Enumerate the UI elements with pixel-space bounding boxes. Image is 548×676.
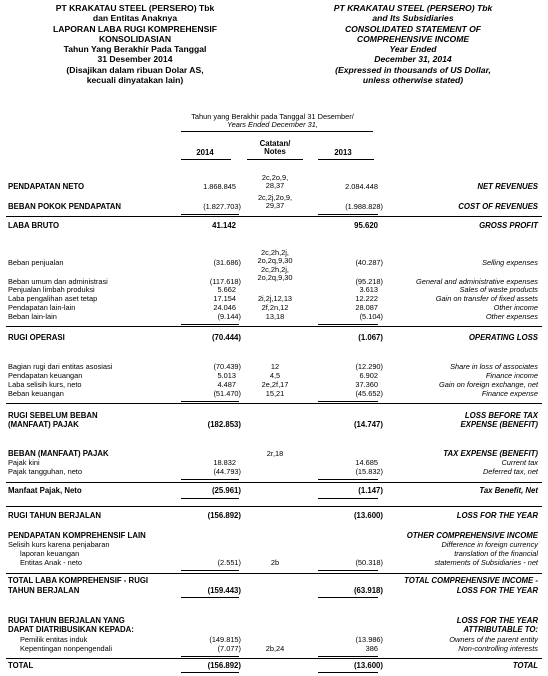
- row-owners-parent-en: Owners of the parent entity: [449, 635, 538, 644]
- row-other-expenses-2014: (9.144): [217, 312, 241, 321]
- row-loss-before-tax-id-1: RUGI SEBELUM BEBAN: [8, 411, 98, 420]
- period-en-2: December 31, 2014: [374, 54, 452, 65]
- row-translation-id-3: Entitas Anak - neto: [20, 558, 83, 567]
- row-loss-before-tax-2014: (182.853): [207, 420, 241, 429]
- row-operating-loss-2013: (1.067): [358, 333, 383, 342]
- row-share-loss-id: Bagian rugi dari entitas asosiasi: [8, 362, 113, 371]
- row-selling-expenses-notes-2: 2o,2q,9,30: [257, 256, 293, 265]
- col-2013: 2013: [334, 148, 352, 157]
- col-notes-2: Notes: [264, 147, 286, 156]
- row-total-ci-en-1: TOTAL COMPREHENSIVE INCOME -: [404, 576, 538, 585]
- row-oci-id: PENDAPATAN KOMPREHENSIF LAIN: [8, 531, 146, 540]
- row-total-2014: (156.892): [207, 661, 241, 670]
- row-selling-expenses-notes-1: 2c,2h,2j,: [261, 248, 289, 257]
- row-translation-en-2: translation of the financial: [454, 549, 538, 558]
- row-nci-id: Kepentingan nonpengendali: [20, 644, 113, 653]
- separator-loss-year: [6, 506, 542, 507]
- row-finance-income-id: Pendapatan keuangan: [8, 371, 83, 380]
- row-finance-expense-notes: 15,21: [265, 389, 285, 398]
- row-tax-expense-en: TAX EXPENSE (BENEFIT): [443, 449, 538, 458]
- row-owners-parent-2013: (13.986): [355, 635, 383, 644]
- row-cost-of-revenues-notes-2: 29,37: [265, 201, 285, 210]
- row-owners-parent-id: Pemilik entitas induk: [20, 635, 88, 644]
- row-asset-transfer-en: Gain on transfer of fixed assets: [435, 294, 538, 303]
- row-tax-benefit-id: Manfaat Pajak, Neto: [8, 486, 82, 495]
- row-current-tax-id: Pajak kini: [8, 458, 40, 467]
- row-other-income-notes: 2f,2n,12: [261, 303, 289, 312]
- row-total-ci-en-2: LOSS FOR THE YEAR: [456, 586, 538, 595]
- row-other-income-2014: 24.046: [213, 303, 236, 312]
- row-ga-expenses-notes-1: 2c,2h,2j,: [261, 265, 289, 274]
- company-name-en: PT KRAKATAU STEEL (PERSERO) Tbk: [333, 3, 493, 13]
- row-nci-en: Non-controlling interests: [458, 644, 538, 653]
- row-translation-2014: (2.551): [217, 558, 241, 567]
- row-total-2013: (13.600): [353, 661, 383, 670]
- row-net-revenues-notes-2: 28,37: [265, 181, 285, 190]
- row-ga-expenses-en: General and administrative expenses: [415, 277, 538, 286]
- row-loss-before-tax-id-2: (MANFAAT) PAJAK: [8, 420, 79, 429]
- row-total-id: TOTAL: [8, 661, 34, 670]
- row-loss-before-tax-en-1: LOSS BEFORE TAX: [464, 411, 538, 420]
- currency-note-id-1: (Disajikan dalam ribuan Dolar AS,: [66, 64, 204, 75]
- row-nci-notes: 2b,24: [265, 644, 285, 653]
- row-current-tax-2014: 18.832: [213, 458, 236, 467]
- row-loss-before-tax-en-2: EXPENSE (BENEFIT): [460, 420, 538, 429]
- row-waste-sales-en: Sales of waste products: [459, 285, 538, 294]
- row-total-ci-2013: (63.918): [353, 586, 383, 595]
- row-cost-of-revenues-2013: (1.988.828): [345, 202, 383, 211]
- row-gross-profit-2014: 41.142: [212, 221, 236, 230]
- row-deferred-tax-2013: (15.832): [355, 467, 383, 476]
- report-title-en-1: CONSOLIDATED STATEMENT OF: [344, 23, 482, 34]
- row-finance-income-2014: 5.013: [217, 371, 236, 380]
- report-title-en-2: COMPREHENSIVE INCOME: [356, 33, 470, 44]
- row-cost-of-revenues-rule-2013: [318, 214, 378, 215]
- row-other-expenses-en: Other expenses: [485, 312, 538, 321]
- row-other-expenses-notes: 13,18: [265, 312, 285, 321]
- row-tax-benefit-2014: (25.961): [211, 486, 241, 495]
- separator-operating-loss: [6, 326, 542, 327]
- period-heading-id: Tahun yang Berakhir pada Tanggal 31 Desember/: [191, 112, 354, 121]
- row-other-income-en: Other income: [493, 303, 538, 312]
- row-deferred-tax-rule-2013: [318, 479, 378, 480]
- row-deferred-tax-rule-2014: [181, 479, 239, 480]
- row-other-expenses-2013: (5.104): [359, 312, 383, 321]
- row-attributable-en-2: ATTRIBUTABLE TO:: [463, 625, 538, 634]
- col-2013-rule: [318, 159, 374, 160]
- row-deferred-tax-id: Pajak tangguhan, neto: [8, 467, 82, 476]
- row-waste-sales-2013: 3.613: [359, 285, 378, 294]
- row-translation-id-2: laporan keuangan: [20, 549, 80, 558]
- currency-note-en-1: (Expressed in thousands of US Dollar,: [335, 64, 491, 75]
- company-name-id: PT KRAKATAU STEEL (PERSERO) Tbk: [55, 3, 215, 13]
- row-finance-expense-id: Beban keuangan: [8, 389, 64, 398]
- row-selling-expenses-id: Beban penjualan: [8, 258, 64, 267]
- row-oci-en: OTHER COMPREHENSIVE INCOME: [406, 531, 538, 540]
- row-gross-profit-2013: 95.620: [354, 221, 378, 230]
- col-notes-rule: [247, 159, 303, 160]
- header-english: [278, 3, 548, 85]
- row-operating-loss-2014: (70.444): [211, 333, 241, 342]
- row-total-ci-id-2: TAHUN BERJALAN: [8, 586, 80, 595]
- row-finance-income-2013: 6.902: [359, 371, 378, 380]
- currency-note-en-2: unless otherwise stated): [362, 75, 464, 86]
- period-heading-en: Years Ended December 31,: [227, 120, 318, 129]
- row-net-revenues-id: PENDAPATAN NETO: [8, 182, 85, 191]
- row-nci-2013: 386: [365, 644, 378, 653]
- row-fx-gain-notes: 2e,2f,17: [261, 380, 289, 389]
- header-indonesian: [0, 3, 270, 85]
- row-total-rule-2014: [181, 672, 239, 673]
- row-current-tax-en: Current tax: [501, 458, 538, 467]
- row-fx-gain-2013: 37.360: [355, 380, 378, 389]
- row-total-ci-2014: (159.443): [207, 586, 241, 595]
- row-share-loss-en: Share in loss of associates: [450, 362, 538, 371]
- row-total-en: TOTAL: [512, 661, 538, 670]
- row-net-revenues-2013: 2.084.448: [345, 182, 378, 191]
- row-translation-en-3: statements of Subsidiaries - net: [434, 558, 538, 567]
- row-cost-of-revenues-id: BEBAN POKOK PENDAPATAN: [8, 202, 122, 211]
- row-share-loss-notes: 12: [270, 362, 280, 371]
- row-tax-expense-notes: 2r,18: [266, 449, 284, 458]
- row-finance-expense-rule-2013: [318, 401, 378, 402]
- row-share-loss-2013: (12.290): [355, 362, 383, 371]
- row-ga-expenses-notes-2: 2o,2q,9,30: [257, 273, 293, 282]
- row-owners-parent-2014: (149.815): [209, 635, 241, 644]
- separator-loss-before-tax: [6, 403, 542, 404]
- row-loss-before-tax-2013: (14.747): [353, 420, 383, 429]
- separator-gross-profit: [6, 216, 542, 217]
- row-other-expenses-rule-2013: [318, 324, 378, 325]
- row-fx-gain-en: Gain on foreign exchange, net: [438, 380, 538, 389]
- row-waste-sales-2014: 5.662: [217, 285, 236, 294]
- row-loss-for-year-2013: (13.600): [353, 511, 383, 520]
- row-asset-transfer-id: Laba pengalihan aset tetap: [8, 294, 98, 303]
- report-title-id-1: LAPORAN LABA RUGI KOMPREHENSIF: [53, 23, 217, 34]
- separator-tax-benefit: [6, 482, 542, 483]
- subsidiaries-id: dan Entitas Anaknya: [92, 13, 178, 24]
- row-loss-for-year-en: LOSS FOR THE YEAR: [456, 511, 538, 520]
- row-total-rule-2013: [318, 672, 378, 673]
- row-other-income-2013: 28.087: [355, 303, 378, 312]
- row-other-income-id: Pendapatan lain-lain: [8, 303, 76, 312]
- row-finance-income-notes: 4,5: [269, 371, 281, 380]
- row-translation-rule-2014: [181, 570, 239, 571]
- row-tax-benefit-en: Tax Benefit, Net: [479, 486, 538, 495]
- row-current-tax-2013: 14.685: [355, 458, 378, 467]
- row-waste-sales-id: Penjualan limbah produksi: [8, 285, 95, 294]
- row-gross-profit-en: GROSS PROFIT: [479, 221, 538, 230]
- row-net-revenues-en: NET REVENUES: [477, 182, 538, 191]
- row-translation-2013: (50.318): [355, 558, 383, 567]
- row-finance-expense-2014: (51.470): [213, 389, 241, 398]
- row-deferred-tax-en: Deferred tax, net: [482, 467, 538, 476]
- row-total-ci-rule-2013: [318, 597, 378, 598]
- row-ga-expenses-2014: (117.618): [209, 277, 241, 286]
- row-asset-transfer-notes: 2i,2j,12,13: [257, 294, 293, 303]
- row-net-revenues-notes-1: 2c,2o,9,: [261, 173, 289, 182]
- col-2014-rule: [181, 159, 231, 160]
- row-nci-rule-2013: [318, 656, 378, 657]
- row-gross-profit-id: LABA BRUTO: [8, 221, 60, 230]
- row-tax-benefit-2013: (1.147): [358, 486, 383, 495]
- row-operating-loss-en: OPERATING LOSS: [468, 333, 538, 342]
- period-en-1: Year Ended: [389, 44, 437, 55]
- header-rule: [181, 131, 373, 132]
- row-translation-rule-2013: [318, 570, 378, 571]
- row-asset-transfer-2014: 17.154: [213, 294, 236, 303]
- row-asset-transfer-2013: 12.222: [355, 294, 378, 303]
- row-finance-expense-en: Finance expense: [481, 389, 538, 398]
- row-loss-for-year-2014: (156.892): [207, 511, 241, 520]
- row-attributable-id-2: DAPAT DIATRIBUSIKAN KEPADA:: [8, 625, 134, 634]
- row-translation-en-1: Difference in foreign currency: [441, 540, 538, 549]
- row-nci-rule-2014: [181, 656, 239, 657]
- separator-total-ci: [6, 573, 542, 574]
- row-finance-income-en: Finance income: [485, 371, 538, 380]
- period-id-1: Tahun Yang Berakhir Pada Tanggal: [63, 44, 207, 55]
- row-attributable-en-1: LOSS FOR THE YEAR: [456, 616, 538, 625]
- row-attributable-id-1: RUGI TAHUN BERJALAN YANG: [8, 616, 125, 625]
- row-finance-expense-2013: (45.652): [355, 389, 383, 398]
- row-selling-expenses-2014: (31.686): [213, 258, 241, 267]
- col-notes-1: Catatan/: [259, 139, 291, 148]
- row-nci-2014: (7.077): [217, 644, 241, 653]
- row-total-ci-rule-2014: [181, 597, 239, 598]
- col-2014: 2014: [196, 148, 214, 157]
- period-id-2: 31 Desember 2014: [97, 54, 173, 65]
- separator-total: [6, 658, 542, 659]
- row-total-ci-id-1: TOTAL LABA KOMPREHENSIF - RUGI: [8, 576, 149, 585]
- row-other-expenses-id: Beban lain-lain: [8, 312, 57, 321]
- row-translation-notes: 2b: [270, 558, 280, 567]
- row-cost-of-revenues-en: COST OF REVENUES: [458, 202, 538, 211]
- row-tax-benefit-rule-2013: [318, 498, 378, 499]
- row-translation-id-1: Selisih kurs karena penjabaran: [8, 540, 110, 549]
- row-tax-benefit-rule-2014: [181, 498, 239, 499]
- row-ga-expenses-2013: (95.218): [355, 277, 383, 286]
- row-share-loss-2014: (70.439): [213, 362, 241, 371]
- row-finance-expense-rule-2014: [181, 401, 239, 402]
- row-fx-gain-id: Laba selisih kurs, neto: [8, 380, 82, 389]
- row-operating-loss-id: RUGI OPERASI: [8, 333, 65, 342]
- subsidiaries-en: and Its Subsidiaries: [372, 13, 454, 24]
- row-ga-expenses-id: Beban umum dan administrasi: [8, 277, 108, 286]
- row-net-revenues-2014: 1.868.845: [203, 182, 236, 191]
- currency-note-id-2: kecuali dinyatakan lain): [86, 75, 184, 86]
- row-selling-expenses-en: Selling expenses: [482, 258, 538, 267]
- row-loss-for-year-id: RUGI TAHUN BERJALAN: [8, 511, 101, 520]
- row-cost-of-revenues-rule-2014: [181, 214, 239, 215]
- row-tax-expense-id: BEBAN (MANFAAT) PAJAK: [8, 449, 109, 458]
- row-fx-gain-2014: 4.487: [217, 380, 236, 389]
- row-deferred-tax-2014: (44.793): [213, 467, 241, 476]
- row-selling-expenses-2013: (40.287): [355, 258, 383, 267]
- report-title-id-2: KONSOLIDASIAN: [98, 33, 172, 44]
- row-cost-of-revenues-2014: (1.827.703): [203, 202, 241, 211]
- row-cost-of-revenues-notes-1: 2c,2j,2o,9,: [257, 193, 293, 202]
- row-other-expenses-rule-2014: [181, 324, 239, 325]
